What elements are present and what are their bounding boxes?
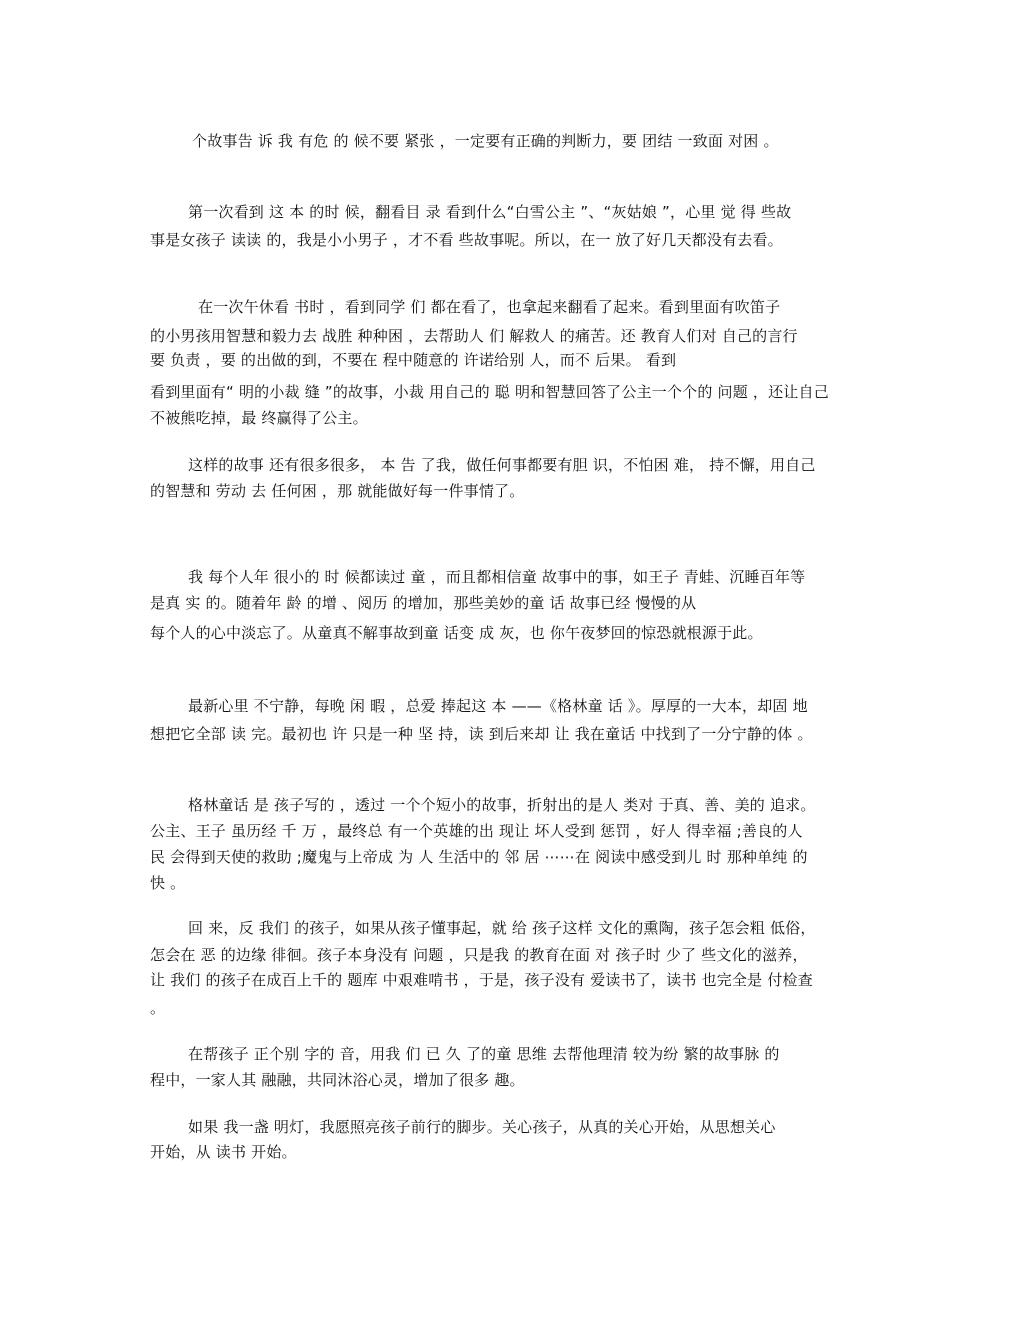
text-line: 格林童话 是 孩子写的 ，透过 一个个短小的故事，折射出的是人 类对 于真、善、美的 追求。: [188, 796, 816, 814]
text-line: 看到里面有“ 明的小裁 缝 ”的故事，小裁 用自己的 聪 明和智慧回答了公主一个个的 问题 ，还让自己: [150, 383, 829, 401]
text-line: 开始，从 读书 开始。: [150, 1143, 297, 1161]
text-line: 不被熊吃掉，最 终赢得了公主。: [150, 409, 368, 427]
text-line: 这样的故事 还有很多很多， 本 告 了我，做任何事都要有胆 识，不怕困 难， 持不懈，用自己: [188, 456, 816, 474]
text-line: 的小男孩用智慧和毅力去 战胜 种种困 ，去帮助人 们 解救人 的痛苦。还 教育人们对 自己的言行: [150, 327, 798, 345]
text-line: 回 来，反 我们 的孩子，如果从孩子懂事起，就 给 孩子这样 文化的熏陶，孩子怎会粗 低俗，: [188, 919, 816, 937]
text-line: 我 每个人年 很小的 时 候都读过 童 ，而且都相信童 故事中的事，如王子 青蛙、沉睡百年等: [188, 568, 806, 586]
text-line: 怎会在 恶 的边缘 徘徊。孩子本身没有 问题 ，只是我 的教育在面 对 孩子时 少了 些文化的滋养，: [150, 946, 808, 964]
text-line: 的智慧和 劳动 去 任何困 ，那 就能做好每一件事情了。: [150, 482, 525, 500]
text-line: 。: [150, 999, 166, 1017]
text-line: 第一次看到 这 本 的时 候，翻看目 录 看到什么“白雪公主 ”、“灰姑娘 ”，心里 觉 得 些故: [188, 203, 792, 221]
text-line: 在一次午休看 书时 ，看到同学 们 都在看了，也拿起来翻看了起来。看到里面有吹笛子: [198, 298, 781, 316]
text-line: 快 。: [150, 874, 186, 892]
text-line: 想把它全部 读 完。最初也 许 只是一种 坚 持，读 到后来却 让 我在童话 中找到了一分宁静的体 。: [150, 725, 813, 743]
text-line: 程中，一家人其 融融，共同沐浴心灵，增加了很多 趣。: [150, 1071, 525, 1089]
text-line: 要 负责 ，要 的出做的到，不要在 程中随意的 许诺给别 人，而不 后果。 看到: [150, 351, 677, 369]
text-line: 如果 我一盏 明灯，我愿照亮孩子前行的脚步。关心孩子，从真的关心开始，从思想关心: [188, 1118, 776, 1136]
text-line: 最新心里 不宁静，每晚 闲 暇 ，总爱 捧起这 本 ——《格林童 话 》。厚厚的一大本，却固 地: [188, 697, 808, 715]
text-line: 在帮孩子 正个别 字的 音，用我 们 已 久 了的童 思维 去帮他理清 较为纷 繁的故事脉 的: [188, 1045, 780, 1063]
text-line: 是真 实 的。随着年 龄 的增 、阅历 的增加，那些美妙的童 话 故事已经 慢慢的从: [150, 594, 697, 612]
text-line: 让 我们 的孩子在成百上千的 题库 中艰难啃书 ，于是，孩子没有 爱读书了，读书 也完全是 付检查: [150, 971, 813, 989]
text-line: 民 会得到天使的救助 ;魔鬼与上帝成 为 人 生活中的 邻 居 ⋯⋯在 阅读中感受到儿 时 那种单纯 的: [150, 848, 808, 866]
text-line: 每个人的心中淡忘了。从童真不解事故到童 话变 成 灰，也 你午夜梦回的惊恐就根源于此。: [150, 624, 763, 642]
text-line: 个故事告 诉 我 有危 的 候不要 紧张 ，一定要有正确的判断力，要 团结 一致面 对困 。: [192, 132, 779, 150]
text-line: 事是女孩子 读读 的，我是小小男子 ，才不看 些故事呢。所以，在一 放了好几天都没有去看。: [150, 231, 783, 249]
text-line: 公主、王子 虽历经 千 万 ，最终总 有一个英雄的出 现让 坏人受到 惩罚 ，好人 得幸福 ;善良的人: [150, 822, 803, 840]
